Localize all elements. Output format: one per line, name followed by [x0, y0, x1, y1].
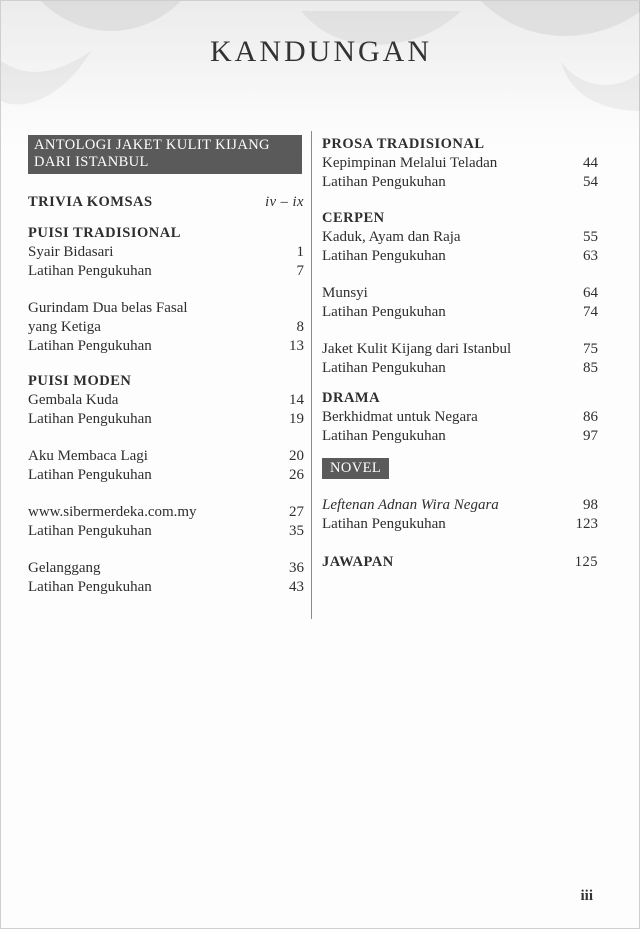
toc-entry[interactable] [322, 496, 598, 515]
toc-entry[interactable] [28, 391, 304, 410]
anthology-banner-line2: DARI ISTANBUL [34, 154, 149, 170]
toc-entry-label: yang Ketiga [28, 319, 101, 335]
toc-entry-label: Latihan Pengukuhan [322, 428, 446, 444]
toc-entry-label: Latihan Pengukuhan [28, 579, 152, 595]
toc-entry-label: Latihan Pengukuhan [28, 523, 152, 539]
toc-entry-label: Latihan Pengukuhan [322, 304, 446, 320]
toc-entry-jawapan[interactable] [322, 553, 598, 572]
toc-entry-label: Latihan Pengukuhan [322, 516, 446, 532]
toc-entry-label: TRIVIA KOMSAS [28, 194, 153, 210]
toc-entry[interactable] [28, 337, 304, 356]
toc-entry-page: 85 [583, 360, 598, 376]
toc-entry-page: 74 [583, 304, 598, 320]
column-divider [311, 131, 312, 619]
toc-entry-page: 44 [583, 155, 598, 171]
toc-entry[interactable] [322, 427, 598, 446]
toc-entry[interactable] [28, 503, 304, 522]
toc-entry-page: 35 [289, 523, 304, 539]
toc-entry-page: 36 [289, 560, 304, 576]
toc-entry[interactable] [28, 410, 304, 429]
toc-entry[interactable] [322, 408, 598, 427]
toc-entry[interactable] [28, 243, 304, 262]
toc-entry-page: 54 [583, 174, 598, 190]
toc-entry[interactable] [322, 154, 598, 173]
page-number: iii [580, 888, 593, 904]
toc-entry-label: Berkhidmat untuk Negara [322, 409, 478, 425]
toc-entry-page: iv – ix [265, 194, 304, 210]
toc-entry[interactable] [322, 303, 598, 322]
toc-entry-label: Latihan Pengukuhan [28, 338, 152, 354]
toc-entry-page: 20 [289, 448, 304, 464]
toc-entry-page: 123 [575, 516, 598, 532]
anthology-banner [28, 135, 302, 174]
toc-entry[interactable] [28, 262, 304, 281]
anthology-banner-line1: ANTOLOGI JAKET KULIT KIJANG [34, 137, 270, 153]
toc-entry[interactable] [28, 466, 304, 485]
toc-entry-page: 75 [583, 341, 598, 357]
toc-entry-label: JAWAPAN [322, 554, 394, 570]
toc-entry[interactable] [322, 359, 598, 378]
toc-entry-label: Kepimpinan Melalui Teladan [322, 155, 498, 171]
toc-entry-label: Latihan Pengukuhan [28, 263, 152, 279]
toc-entry-label: Latihan Pengukuhan [322, 360, 446, 376]
section-heading-puisi-tradisional: PUISI TRADISIONAL [28, 225, 181, 241]
toc-entry-label: Latihan Pengukuhan [28, 411, 152, 427]
toc-entry-label: www.sibermerdeka.com.my [28, 504, 197, 520]
section-heading-puisi-moden: PUISI MODEN [28, 373, 132, 389]
toc-entry-page: 27 [289, 504, 304, 520]
toc-entry-trivia[interactable] [28, 193, 304, 212]
toc-entry-label: Gembala Kuda [28, 392, 119, 408]
toc-entry[interactable] [322, 173, 598, 192]
toc-entry[interactable] [28, 522, 304, 541]
toc-entry[interactable] [28, 318, 304, 337]
toc-entry[interactable] [28, 447, 304, 466]
novel-banner-wrap [322, 458, 598, 479]
toc-entry-page: 26 [289, 467, 304, 483]
toc-entry[interactable] [322, 228, 598, 247]
toc-entry-label: Syair Bidasari [28, 244, 114, 260]
left-column [28, 135, 304, 597]
toc-entry-page: 98 [583, 497, 598, 513]
toc-entry-label: Kaduk, Ayam dan Raja [322, 229, 461, 245]
toc-entry-page: 64 [583, 285, 598, 301]
toc-entry-label: Latihan Pengukuhan [322, 174, 446, 190]
toc-entry-label: Gurindam Dua belas Fasal [28, 300, 188, 316]
toc-entry[interactable] [28, 299, 304, 318]
toc-entry[interactable] [28, 578, 304, 597]
toc-entry-label: Jaket Kulit Kijang dari Istanbul [322, 341, 512, 357]
toc-entry-label: Latihan Pengukuhan [322, 248, 446, 264]
section-heading-novel: NOVEL [322, 458, 389, 479]
toc-entry-page: 1 [296, 244, 304, 260]
toc-entry-page: 8 [296, 319, 304, 335]
toc-entry-page: 63 [583, 248, 598, 264]
toc-entry[interactable] [322, 515, 598, 534]
section-heading-prosa-tradisional: PROSA TRADISIONAL [322, 136, 485, 152]
toc-entry[interactable] [322, 284, 598, 303]
toc-entry-label: Munsyi [322, 285, 368, 301]
toc-entry-label: Leftenan Adnan Wira Negara [322, 497, 499, 513]
section-heading-cerpen: CERPEN [322, 210, 385, 226]
toc-entry-page: 19 [289, 411, 304, 427]
toc-entry[interactable] [28, 559, 304, 578]
toc-entry-page: 125 [574, 554, 598, 570]
right-column [322, 135, 598, 572]
toc-entry-page: 97 [583, 428, 598, 444]
toc-entry-page: 43 [289, 579, 304, 595]
page-title: KANDUNGAN [210, 35, 432, 68]
leaf-decoration [1, 1, 640, 141]
section-heading-drama: DRAMA [322, 390, 381, 406]
toc-entry-page: 7 [296, 263, 304, 279]
toc-entry[interactable] [322, 247, 598, 266]
toc-entry-label: Gelanggang [28, 560, 101, 576]
toc-entry-page: 14 [289, 392, 304, 408]
toc-entry-label: Latihan Pengukuhan [28, 467, 152, 483]
toc-entry[interactable] [322, 340, 598, 359]
toc-entry-page: 86 [583, 409, 598, 425]
toc-entry-page: 55 [583, 229, 598, 245]
toc-entry-label: Aku Membaca Lagi [28, 448, 148, 464]
toc-entry-page: 13 [289, 338, 304, 354]
